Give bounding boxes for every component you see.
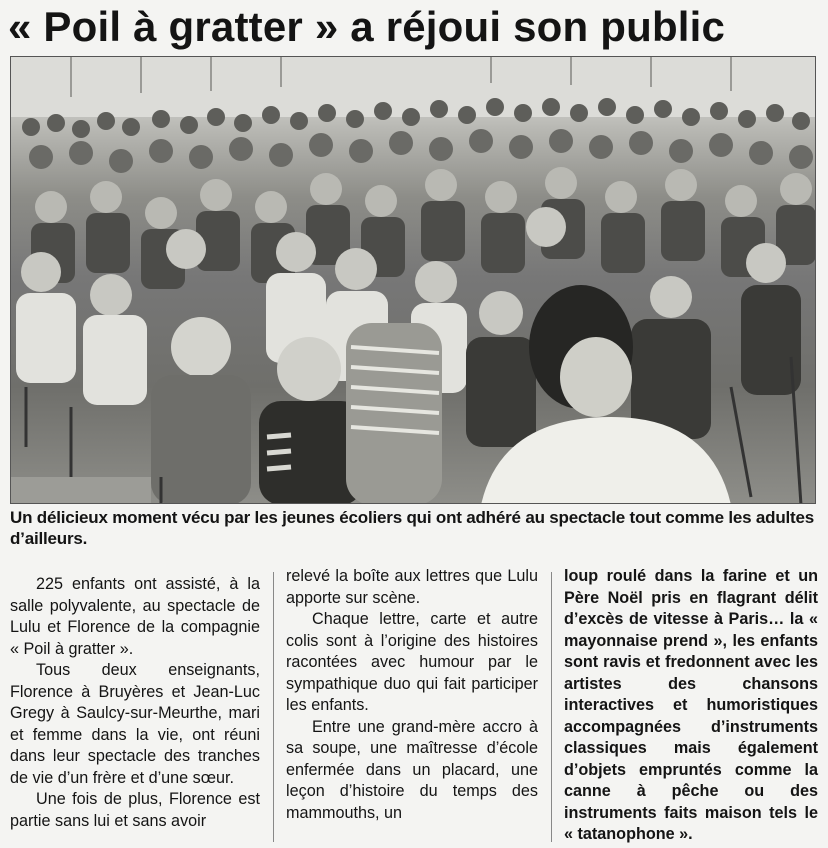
paragraph: loup roulé dans la farine et un Père Noël pris en flagrant délit d’excès de vitesse à Paris… la « mayonnaise prend », les enfants sont ravis et fredonnent avec les artistes des chansons interactives et humoristiques accompagnées d’instruments classiques mais également d’objets empruntés comme la canne à pêche ou des instruments faits maison tels le « tatanophone ».: [564, 567, 818, 843]
audience-photo: [10, 56, 816, 504]
paragraph: Une fois de plus, Florence est partie sans lui et sans avoir: [10, 790, 260, 830]
column-divider: [273, 572, 274, 842]
article-column-3: [564, 566, 818, 846]
column-divider: [551, 572, 552, 842]
article-column-2: [286, 566, 538, 824]
photo-caption: Un délicieux moment vécu par les jeunes écoliers qui ont adhéré au spectacle tout comme les adultes d’ailleurs.: [10, 508, 815, 548]
headline: « Poil à gratter » a réjoui son public: [8, 3, 726, 50]
paragraph: Chaque lettre, carte et autre colis sont à l’origine des histoires racontées avec humour par le sympathique duo qui fait participer les enfants.: [286, 610, 538, 714]
paragraph: Entre une grand-mère accro à sa soupe, une maîtresse d’école enfermée dans un placard, une leçon d’histoire du temps des mammouths, un: [286, 717, 538, 822]
paragraph: relevé la boîte aux lettres que Lulu apporte sur scène.: [286, 567, 538, 607]
paragraph: Tous deux enseignants, Florence à Bruyères et Jean-Luc Gregy à Saulcy-sur-Meurthe, mari et femme dans la vie, ont réuni dans leur spectacle des tranches de vie d’un frère et d’une sœur.: [10, 661, 260, 787]
audience-photo-illustration: [11, 57, 816, 504]
article-column-1: [10, 574, 260, 832]
paragraph: 225 enfants ont assisté, à la salle polyvalente, au spectacle de Lulu et Florence de la compagnie « Poil à gratter ».: [10, 575, 260, 658]
